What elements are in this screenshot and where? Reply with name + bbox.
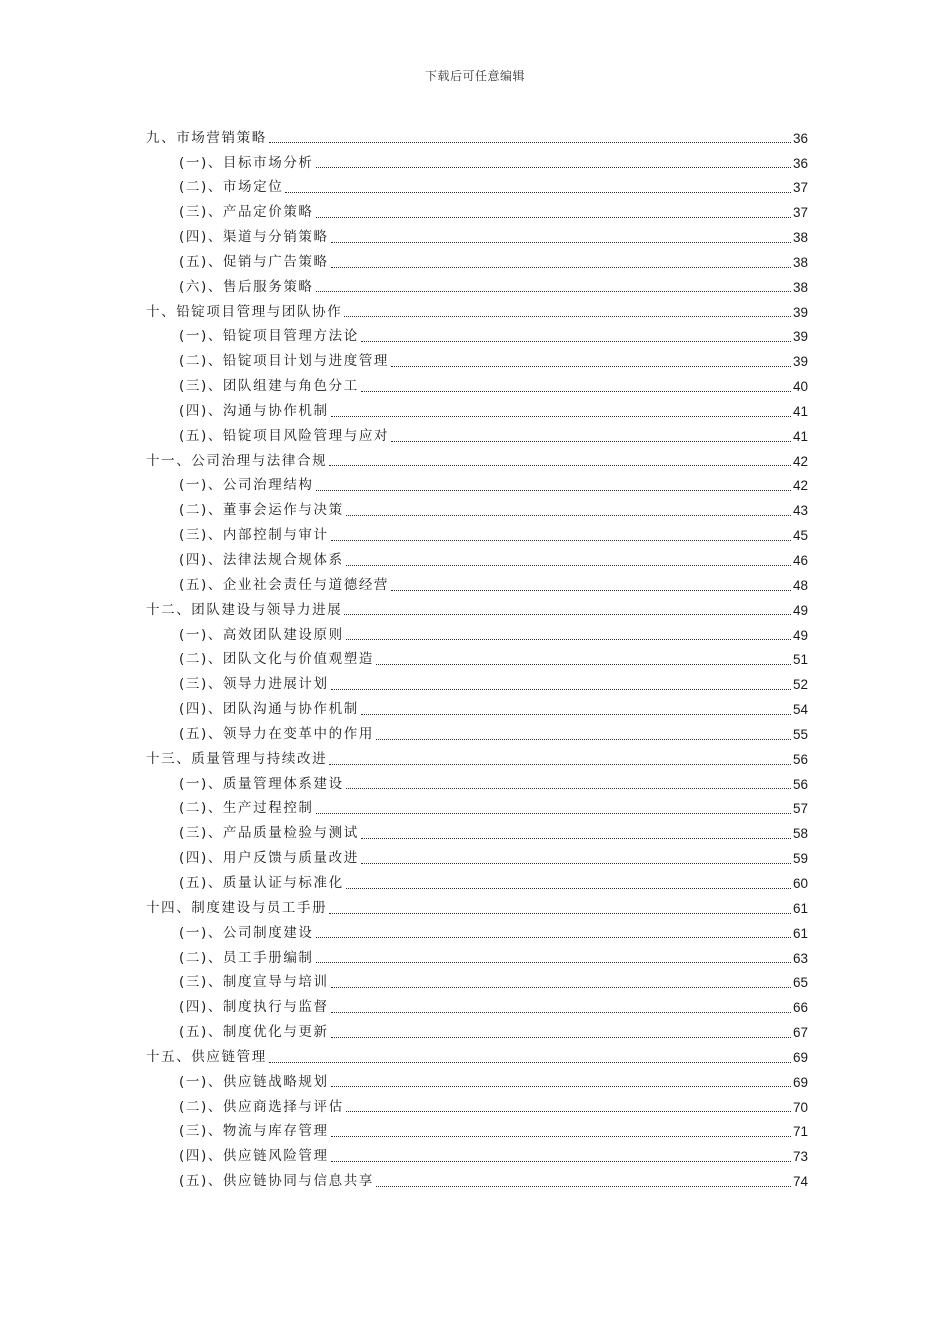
toc-entry-title: (三)、制度宣导与培训 — [179, 974, 329, 991]
toc-dot-leader — [361, 862, 791, 864]
toc-page-number: 43 — [792, 503, 808, 519]
toc-page-number: 48 — [792, 577, 808, 593]
toc-dot-leader — [269, 1061, 791, 1063]
toc-dot-leader — [331, 1160, 791, 1162]
toc-entry-title: (三)、内部控制与审计 — [179, 527, 329, 544]
toc-dot-leader — [376, 1185, 791, 1187]
toc-section-entry[interactable] — [146, 1120, 808, 1145]
toc-dot-leader — [361, 713, 791, 715]
toc-page-number: 46 — [792, 553, 808, 569]
toc-page-number: 55 — [792, 726, 808, 742]
table-of-contents — [146, 126, 808, 1194]
toc-dot-leader — [269, 141, 791, 143]
toc-dot-leader — [361, 340, 791, 342]
toc-page-number: 61 — [792, 900, 808, 916]
toc-entry-title: (一)、质量管理体系建设 — [179, 775, 344, 792]
toc-dot-leader — [329, 912, 791, 914]
toc-section-entry[interactable] — [146, 921, 808, 946]
toc-page-number: 59 — [792, 851, 808, 867]
toc-section-entry[interactable] — [146, 474, 808, 499]
toc-dot-leader — [331, 1135, 791, 1137]
toc-dot-leader — [316, 166, 791, 168]
toc-dot-leader — [376, 663, 791, 665]
toc-section-entry[interactable] — [146, 822, 808, 847]
toc-section-entry[interactable] — [146, 1095, 808, 1120]
toc-entry-title: 十一、公司治理与法律合规 — [146, 452, 328, 469]
toc-dot-leader — [346, 564, 791, 566]
toc-dot-leader — [316, 489, 791, 491]
toc-page-number: 63 — [792, 950, 808, 966]
toc-page-number: 40 — [792, 379, 808, 395]
toc-section-entry[interactable] — [146, 573, 808, 598]
toc-chapter-entry[interactable] — [146, 598, 808, 623]
toc-page-number: 41 — [792, 403, 808, 419]
toc-section-entry[interactable] — [146, 548, 808, 573]
toc-section-entry[interactable] — [146, 1169, 808, 1194]
toc-page-number: 39 — [792, 304, 808, 320]
toc-section-entry[interactable] — [146, 871, 808, 896]
toc-section-entry[interactable] — [146, 275, 808, 300]
toc-page-number: 37 — [792, 180, 808, 196]
toc-page-number: 57 — [792, 801, 808, 817]
toc-section-entry[interactable] — [146, 623, 808, 648]
toc-entry-title: (三)、产品质量检验与测试 — [179, 825, 359, 842]
toc-entry-title: (五)、质量认证与标准化 — [179, 874, 344, 891]
toc-section-entry[interactable] — [146, 424, 808, 449]
toc-page-number: 56 — [792, 776, 808, 792]
toc-entry-title: (四)、渠道与分销策略 — [179, 229, 329, 246]
toc-dot-leader — [346, 887, 791, 889]
toc-dot-leader — [316, 812, 791, 814]
toc-section-entry[interactable] — [146, 176, 808, 201]
toc-entry-title: 十四、制度建设与员工手册 — [146, 899, 328, 916]
toc-page-number: 42 — [792, 478, 808, 494]
toc-page-number: 39 — [792, 354, 808, 370]
toc-page-number: 56 — [792, 751, 808, 767]
toc-page-number: 42 — [792, 453, 808, 469]
toc-page-number: 38 — [792, 254, 808, 270]
toc-page-number: 36 — [792, 155, 808, 171]
toc-entry-title: (二)、生产过程控制 — [179, 800, 314, 817]
toc-page-number: 69 — [792, 1049, 808, 1065]
toc-page-number: 37 — [792, 205, 808, 221]
toc-section-entry[interactable] — [146, 846, 808, 871]
toc-section-entry[interactable] — [146, 399, 808, 424]
toc-page-number: 73 — [792, 1149, 808, 1165]
toc-dot-leader — [344, 613, 791, 615]
toc-dot-leader — [346, 638, 791, 640]
toc-page-number: 39 — [792, 329, 808, 345]
toc-entry-title: 十二、团队建设与领导力进展 — [146, 601, 343, 618]
toc-page-number: 41 — [792, 428, 808, 444]
toc-section-entry[interactable] — [146, 946, 808, 971]
toc-dot-leader — [376, 738, 791, 740]
toc-entry-title: 十三、质量管理与持续改进 — [146, 750, 328, 767]
toc-page-number: 36 — [792, 130, 808, 146]
toc-entry-title: (三)、物流与库存管理 — [179, 1123, 329, 1140]
toc-page-number: 49 — [792, 602, 808, 618]
toc-entry-title: (一)、公司制度建设 — [179, 924, 314, 941]
toc-dot-leader — [331, 241, 791, 243]
toc-section-entry[interactable] — [146, 971, 808, 996]
toc-section-entry[interactable] — [146, 524, 808, 549]
toc-chapter-entry[interactable] — [146, 449, 808, 474]
toc-entry-title: (四)、供应链风险管理 — [179, 1148, 329, 1165]
toc-dot-leader — [329, 464, 791, 466]
toc-section-entry[interactable] — [146, 996, 808, 1021]
toc-section-entry[interactable] — [146, 325, 808, 350]
toc-dot-leader — [331, 415, 791, 417]
toc-dot-leader — [346, 514, 791, 516]
toc-entry-title: 十、铅锭项目管理与团队协作 — [146, 303, 343, 320]
toc-page-number: 61 — [792, 925, 808, 941]
toc-entry-title: (五)、领导力在变革中的作用 — [179, 725, 374, 742]
toc-entry-title: 十五、供应链管理 — [146, 1048, 267, 1065]
toc-dot-leader — [331, 1036, 791, 1038]
toc-dot-leader — [346, 1110, 791, 1112]
toc-chapter-entry[interactable] — [146, 300, 808, 325]
toc-page-number: 66 — [792, 1000, 808, 1016]
toc-section-entry[interactable] — [146, 1020, 808, 1045]
toc-page-number: 38 — [792, 279, 808, 295]
toc-page-number: 54 — [792, 702, 808, 718]
toc-page-number: 58 — [792, 826, 808, 842]
toc-section-entry[interactable] — [146, 151, 808, 176]
toc-entry-title: (四)、沟通与协作机制 — [179, 402, 329, 419]
toc-page-number: 60 — [792, 875, 808, 891]
toc-dot-leader — [331, 539, 791, 541]
toc-section-entry[interactable] — [146, 350, 808, 375]
toc-page-number: 70 — [792, 1099, 808, 1115]
toc-section-entry[interactable] — [146, 201, 808, 226]
toc-entry-title: (六)、售后服务策略 — [179, 278, 314, 295]
toc-section-entry[interactable] — [146, 722, 808, 747]
toc-page-number: 71 — [792, 1124, 808, 1140]
toc-dot-leader — [316, 216, 791, 218]
toc-entry-title: (二)、团队文化与价值观塑造 — [179, 651, 374, 668]
toc-dot-leader — [331, 266, 791, 268]
toc-entry-title: (五)、铅锭项目风险管理与应对 — [179, 427, 390, 444]
toc-section-entry[interactable] — [146, 648, 808, 673]
toc-dot-leader — [316, 936, 791, 938]
toc-section-entry[interactable] — [146, 499, 808, 524]
toc-entry-title: (二)、供应商选择与评估 — [179, 1098, 344, 1115]
toc-dot-leader — [391, 365, 791, 367]
toc-dot-leader — [331, 688, 791, 690]
toc-entry-title: (二)、董事会运作与决策 — [179, 502, 344, 519]
toc-page-number: 51 — [792, 652, 808, 668]
toc-entry-title: (一)、供应链战略规划 — [179, 1073, 329, 1090]
toc-dot-leader — [331, 986, 791, 988]
toc-entry-title: (四)、制度执行与监督 — [179, 999, 329, 1016]
toc-entry-title: (三)、领导力进展计划 — [179, 676, 329, 693]
toc-page-number: 74 — [792, 1174, 808, 1190]
toc-entry-title: (三)、产品定价策略 — [179, 204, 314, 221]
toc-chapter-entry[interactable] — [146, 896, 808, 921]
toc-section-entry[interactable] — [146, 797, 808, 822]
toc-chapter-entry[interactable] — [146, 747, 808, 772]
toc-entry-title: (一)、高效团队建设原则 — [179, 626, 344, 643]
toc-page-number: 45 — [792, 528, 808, 544]
toc-entry-title: (四)、法律法规合规体系 — [179, 552, 344, 569]
toc-page-number: 65 — [792, 975, 808, 991]
toc-section-entry[interactable] — [146, 772, 808, 797]
toc-entry-title: (五)、供应链协同与信息共享 — [179, 1173, 374, 1190]
toc-entry-title: (五)、企业社会责任与道德经营 — [179, 576, 390, 593]
toc-dot-leader — [391, 440, 791, 442]
toc-section-entry[interactable] — [146, 1145, 808, 1170]
toc-entry-title: (五)、制度优化与更新 — [179, 1024, 329, 1041]
toc-entry-title: (一)、目标市场分析 — [179, 154, 314, 171]
toc-page-number: 38 — [792, 230, 808, 246]
toc-page-number: 67 — [792, 1025, 808, 1041]
toc-dot-leader — [331, 1085, 791, 1087]
toc-page-number: 49 — [792, 627, 808, 643]
toc-section-entry[interactable] — [146, 225, 808, 250]
toc-section-entry[interactable] — [146, 250, 808, 275]
toc-entry-title: (五)、促销与广告策略 — [179, 253, 329, 270]
toc-entry-title: (一)、铅锭项目管理方法论 — [179, 328, 359, 345]
toc-dot-leader — [361, 390, 791, 392]
toc-entry-title: (四)、用户反馈与质量改进 — [179, 850, 359, 867]
toc-entry-title: (三)、团队组建与角色分工 — [179, 378, 359, 395]
toc-dot-leader — [285, 191, 791, 193]
toc-dot-leader — [331, 1011, 791, 1013]
toc-entry-title: 九、市场营销策略 — [146, 129, 267, 146]
toc-section-entry[interactable] — [146, 1070, 808, 1095]
toc-entry-title: (一)、公司治理结构 — [179, 477, 314, 494]
toc-entry-title: (二)、铅锭项目计划与进度管理 — [179, 353, 390, 370]
toc-dot-leader — [361, 837, 791, 839]
toc-entry-title: (二)、员工手册编制 — [179, 949, 314, 966]
toc-entry-title: (二)、市场定位 — [179, 179, 284, 196]
toc-entry-title: (四)、团队沟通与协作机制 — [179, 701, 359, 718]
toc-dot-leader — [391, 589, 791, 591]
toc-chapter-entry[interactable] — [146, 126, 808, 151]
toc-page-number: 52 — [792, 677, 808, 693]
toc-dot-leader — [329, 763, 791, 765]
toc-dot-leader — [344, 315, 791, 317]
toc-dot-leader — [316, 290, 791, 292]
toc-dot-leader — [346, 787, 791, 789]
toc-chapter-entry[interactable] — [146, 1045, 808, 1070]
toc-section-entry[interactable] — [146, 697, 808, 722]
page-header: 下载后可任意编辑 — [424, 69, 525, 83]
toc-page-number: 69 — [792, 1074, 808, 1090]
toc-dot-leader — [316, 961, 791, 963]
toc-section-entry[interactable] — [146, 374, 808, 399]
toc-section-entry[interactable] — [146, 673, 808, 698]
